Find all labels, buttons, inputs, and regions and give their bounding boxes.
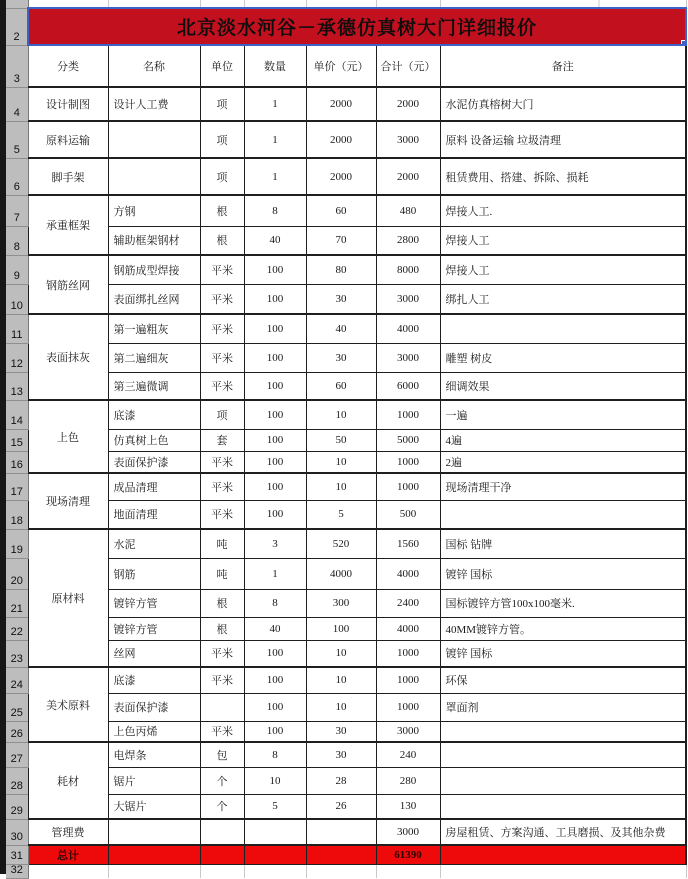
cell-note-r5[interactable]: 原料 设备运输 垃圾清理 <box>440 121 686 158</box>
cell-price-r23[interactable]: 10 <box>306 640 376 667</box>
cell-price-r16[interactable]: 10 <box>306 451 376 473</box>
cell-unit-r11[interactable]: 平米 <box>200 314 244 343</box>
cell-price-r29[interactable]: 26 <box>306 794 376 819</box>
table-row-31 <box>6 845 686 864</box>
table-row-26 <box>6 721 686 742</box>
cell-note-r32 <box>440 864 686 878</box>
cell-total-r5[interactable]: 3000 <box>376 121 440 158</box>
cell-price-r27[interactable]: 30 <box>306 742 376 767</box>
cell-name-r9[interactable]: 钢筋成型焊接 <box>108 255 200 284</box>
cell-note-r24[interactable]: 环保 <box>440 667 686 693</box>
cell-total-r20[interactable]: 4000 <box>376 558 440 589</box>
cell-name-r32 <box>108 864 200 878</box>
row-header-16[interactable]: 16 <box>6 451 28 473</box>
cell-qty-r18[interactable]: 100 <box>244 500 306 529</box>
cell-price-r9[interactable]: 80 <box>306 255 376 284</box>
cell-total-r15[interactable]: 5000 <box>376 429 440 451</box>
row-header-9[interactable]: 9 <box>6 255 28 284</box>
cell-unit-r15[interactable]: 套 <box>200 429 244 451</box>
cell-unit-r22[interactable]: 根 <box>200 617 244 640</box>
table-row-5 <box>6 121 686 158</box>
cell-price-r17[interactable]: 10 <box>306 473 376 500</box>
cell-unit-r23[interactable]: 平米 <box>200 640 244 667</box>
cell-unit-r5[interactable]: 项 <box>200 121 244 158</box>
cell-total-r12[interactable]: 3000 <box>376 343 440 372</box>
cell-total-r16[interactable]: 1000 <box>376 451 440 473</box>
cell-unit-r27[interactable]: 包 <box>200 742 244 767</box>
cell-total-r21[interactable]: 2400 <box>376 589 440 617</box>
cell-qty-r5[interactable]: 1 <box>244 121 306 158</box>
cell-qty-r14[interactable]: 100 <box>244 400 306 429</box>
cell-price-r21[interactable]: 300 <box>306 589 376 617</box>
cell-qty-r27[interactable]: 8 <box>244 742 306 767</box>
cell-total-r25[interactable]: 1000 <box>376 693 440 721</box>
table-row-17 <box>6 473 686 500</box>
cell-qty-r17[interactable]: 100 <box>244 473 306 500</box>
row-header-3[interactable]: 3 <box>6 45 28 87</box>
cell-price-r13[interactable]: 60 <box>306 372 376 400</box>
cell-qty-r16[interactable]: 100 <box>244 451 306 473</box>
table-row-9 <box>6 255 686 284</box>
cell-name-r13[interactable]: 第三遍微调 <box>108 372 200 400</box>
row-header-29[interactable]: 29 <box>6 794 28 819</box>
cell-unit-r30[interactable] <box>200 819 244 845</box>
cell-unit-r26[interactable]: 平米 <box>200 721 244 742</box>
cell-qty-r6[interactable]: 1 <box>244 158 306 195</box>
cell-total-r27[interactable]: 240 <box>376 742 440 767</box>
cell-total-r23[interactable]: 1000 <box>376 640 440 667</box>
cell-name-r6[interactable] <box>108 158 200 195</box>
cell-unit-r7[interactable]: 根 <box>200 195 244 226</box>
cell-qty-r23[interactable]: 100 <box>244 640 306 667</box>
table-row-6 <box>6 158 686 195</box>
row-header-25[interactable]: 25 <box>6 693 28 721</box>
table-row-8 <box>6 226 686 255</box>
cell-sliver <box>376 0 440 8</box>
cell-unit-r14[interactable]: 项 <box>200 400 244 429</box>
row-header-23[interactable]: 23 <box>6 640 28 667</box>
row-header-19[interactable]: 19 <box>6 529 28 558</box>
row-header-13[interactable]: 13 <box>6 372 28 400</box>
cell-unit-r10[interactable]: 平米 <box>200 284 244 314</box>
cell-note-r11[interactable] <box>440 314 686 343</box>
table-row-11 <box>6 314 686 343</box>
cell-name-r5[interactable] <box>108 121 200 158</box>
quotation-table <box>6 0 687 879</box>
table-row-4 <box>6 87 686 121</box>
cell-price-r31[interactable] <box>306 845 376 864</box>
row-header-27[interactable]: 27 <box>6 742 28 767</box>
cell-name-r29[interactable]: 大锯片 <box>108 794 200 819</box>
cell-note-r18[interactable] <box>440 500 686 529</box>
cell-category-r14[interactable]: 上色 <box>28 400 108 473</box>
cell-note-r8[interactable]: 焊接人工 <box>440 226 686 255</box>
table-row-24 <box>6 667 686 693</box>
row-header-5[interactable]: 5 <box>6 121 28 158</box>
cell-qty-r29[interactable]: 5 <box>244 794 306 819</box>
selection-fill-handle[interactable] <box>681 40 686 45</box>
cell-unit-r28[interactable]: 个 <box>200 767 244 794</box>
cell-unit-r19[interactable]: 吨 <box>200 529 244 558</box>
cell-unit-r8[interactable]: 根 <box>200 226 244 255</box>
cell-sliver <box>200 0 244 8</box>
cell-name-r24[interactable]: 底漆 <box>108 667 200 693</box>
row-header-1-partial <box>6 0 28 8</box>
cell-note-r13[interactable]: 细调效果 <box>440 372 686 400</box>
cell-name-r4[interactable]: 设计人工费 <box>108 87 200 121</box>
cell-price-r14[interactable]: 10 <box>306 400 376 429</box>
cell-name-r17[interactable]: 成品清理 <box>108 473 200 500</box>
cell-name-r7[interactable]: 方钢 <box>108 195 200 226</box>
cell-note-r12[interactable]: 雕塑 树皮 <box>440 343 686 372</box>
cell-total-r26[interactable]: 3000 <box>376 721 440 742</box>
cell-total-r32 <box>376 864 440 878</box>
cell-sliver <box>108 0 200 8</box>
row-header-31[interactable]: 31 <box>6 845 28 864</box>
cell-category-r31[interactable]: 总计 <box>28 845 108 864</box>
cell-unit-r9[interactable]: 平米 <box>200 255 244 284</box>
title-row <box>6 8 686 45</box>
cell-category-r27[interactable]: 耗材 <box>28 742 108 819</box>
row-header-2[interactable]: 2 <box>6 8 28 45</box>
cell-name-r22[interactable]: 镀锌方管 <box>108 617 200 640</box>
table-row-21 <box>6 589 686 617</box>
cell-qty-r28[interactable]: 10 <box>244 767 306 794</box>
cell-category-r17[interactable]: 现场清理 <box>28 473 108 529</box>
cell-note-r19[interactable]: 国标 钻牌 <box>440 529 686 558</box>
row-header-12[interactable]: 12 <box>6 343 28 372</box>
cell-note-r14[interactable]: 一遍 <box>440 400 686 429</box>
cell-unit-r25[interactable] <box>200 693 244 721</box>
cell-total-r14[interactable]: 1000 <box>376 400 440 429</box>
cell-qty-r19[interactable]: 3 <box>244 529 306 558</box>
cell-price-r24[interactable]: 10 <box>306 667 376 693</box>
cell-note-r30[interactable]: 房屋租赁、方案沟通、工具磨损、及其他杂费 <box>440 819 686 845</box>
row1-sliver <box>6 0 686 8</box>
row-header-18[interactable]: 18 <box>6 500 28 529</box>
cell-note-r4[interactable]: 水泥仿真榕树大门 <box>440 87 686 121</box>
cell-unit-r18[interactable]: 平米 <box>200 500 244 529</box>
row-header-22[interactable]: 22 <box>6 617 28 640</box>
table-row-22 <box>6 617 686 640</box>
cell-total-r17[interactable]: 1000 <box>376 473 440 500</box>
cell-name-r26[interactable]: 上色丙烯 <box>108 721 200 742</box>
cell-total-r29[interactable]: 130 <box>376 794 440 819</box>
cell-total-r22[interactable]: 4000 <box>376 617 440 640</box>
row-header-4[interactable]: 4 <box>6 87 28 121</box>
table-row-10 <box>6 284 686 314</box>
cell-name-r21[interactable]: 镀锌方管 <box>108 589 200 617</box>
row-header-10[interactable]: 10 <box>6 284 28 314</box>
cell-total-r6[interactable]: 2000 <box>376 158 440 195</box>
row-header-6[interactable]: 6 <box>6 158 28 195</box>
cell-qty-r26[interactable]: 100 <box>244 721 306 742</box>
cell-price-r22[interactable]: 100 <box>306 617 376 640</box>
cell-unit-r6[interactable]: 项 <box>200 158 244 195</box>
table-row-12 <box>6 343 686 372</box>
cell-price-r4[interactable]: 2000 <box>306 87 376 121</box>
cell-category-r19[interactable]: 原材料 <box>28 529 108 667</box>
cell-note-r6[interactable]: 租赁费用、搭建、拆除、损耗 <box>440 158 686 195</box>
table-row-18 <box>6 500 686 529</box>
table-row-30 <box>6 819 686 845</box>
cell-sliver <box>28 0 108 8</box>
cell-category-r9[interactable]: 钢筋丝网 <box>28 255 108 314</box>
cell-price-r32 <box>306 864 376 878</box>
title-cell[interactable]: 北京淡水河谷－承德仿真树大门详细报价 <box>28 8 686 45</box>
col-header-unit[interactable]: 单位 <box>200 45 244 87</box>
cell-unit-r20[interactable]: 吨 <box>200 558 244 589</box>
cell-sliver <box>306 0 376 8</box>
cell-qty-r22[interactable]: 40 <box>244 617 306 640</box>
cell-price-r11[interactable]: 40 <box>306 314 376 343</box>
cell-note-r21[interactable]: 国标镀锌方管100x100毫米. <box>440 589 686 617</box>
row-header-32[interactable]: 32 <box>6 864 28 878</box>
cell-category-r7[interactable]: 承重框架 <box>28 195 108 255</box>
cell-name-r23[interactable]: 丝网 <box>108 640 200 667</box>
cell-category-r4[interactable]: 设计制图 <box>28 87 108 121</box>
table-row-29 <box>6 794 686 819</box>
table-row-20 <box>6 558 686 589</box>
cell-total-r18[interactable]: 500 <box>376 500 440 529</box>
cell-price-r26[interactable]: 30 <box>306 721 376 742</box>
cell-qty-r10[interactable]: 100 <box>244 284 306 314</box>
cell-qty-r20[interactable]: 1 <box>244 558 306 589</box>
column-header-row <box>6 45 686 87</box>
col-header-unit-price[interactable]: 单价（元） <box>306 45 376 87</box>
cell-name-r10[interactable]: 表面绑扎丝网 <box>108 284 200 314</box>
row-header-15[interactable]: 15 <box>6 429 28 451</box>
cell-note-r22[interactable]: 40MM镀锌方管。 <box>440 617 686 640</box>
cell-qty-r24[interactable]: 100 <box>244 667 306 693</box>
table-row-25 <box>6 693 686 721</box>
cell-category-r24[interactable]: 美术原料 <box>28 667 108 742</box>
cell-note-r27[interactable] <box>440 742 686 767</box>
col-header-name[interactable]: 名称 <box>108 45 200 87</box>
cell-total-r8[interactable]: 2800 <box>376 226 440 255</box>
cell-note-r15[interactable]: 4遍 <box>440 429 686 451</box>
cell-price-r30[interactable] <box>306 819 376 845</box>
cell-total-r31[interactable]: 61390 <box>376 845 440 864</box>
cell-unit-r32 <box>200 864 244 878</box>
cell-category-r5[interactable]: 原料运输 <box>28 121 108 158</box>
cell-name-r28[interactable]: 锯片 <box>108 767 200 794</box>
cell-price-r25[interactable]: 10 <box>306 693 376 721</box>
table-row-15 <box>6 429 686 451</box>
col-header-total[interactable]: 合计（元） <box>376 45 440 87</box>
cell-qty-r9[interactable]: 100 <box>244 255 306 284</box>
cell-unit-r12[interactable]: 平米 <box>200 343 244 372</box>
table-row-28 <box>6 767 686 794</box>
cell-unit-r16[interactable]: 平米 <box>200 451 244 473</box>
cell-price-r8[interactable]: 70 <box>306 226 376 255</box>
cell-qty-r15[interactable]: 100 <box>244 429 306 451</box>
cell-name-r30[interactable] <box>108 819 200 845</box>
cell-unit-r17[interactable]: 平米 <box>200 473 244 500</box>
cell-note-r31[interactable] <box>440 845 686 864</box>
cell-price-r19[interactable]: 520 <box>306 529 376 558</box>
cell-qty-r31[interactable] <box>244 845 306 864</box>
cell-qty-r30[interactable] <box>244 819 306 845</box>
cell-unit-r31[interactable] <box>200 845 244 864</box>
table-row-23 <box>6 640 686 667</box>
cell-name-r31[interactable] <box>108 845 200 864</box>
cell-note-r17[interactable]: 现场清理干净 <box>440 473 686 500</box>
cell-price-r18[interactable]: 5 <box>306 500 376 529</box>
cell-name-r19[interactable]: 水泥 <box>108 529 200 558</box>
cell-note-r10[interactable]: 绑扎人工 <box>440 284 686 314</box>
cell-category-r11[interactable]: 表面抹灰 <box>28 314 108 400</box>
row-header-28[interactable]: 28 <box>6 767 28 794</box>
cell-qty-r8[interactable]: 40 <box>244 226 306 255</box>
cell-price-r28[interactable]: 28 <box>306 767 376 794</box>
row-header-7[interactable]: 7 <box>6 195 28 226</box>
cell-name-r11[interactable]: 第一遍粗灰 <box>108 314 200 343</box>
row-header-14[interactable]: 14 <box>6 400 28 429</box>
row-header-21[interactable]: 21 <box>6 589 28 617</box>
cell-sliver <box>440 0 686 8</box>
cell-price-r20[interactable]: 4000 <box>306 558 376 589</box>
row-header-30[interactable]: 30 <box>6 819 28 845</box>
cell-price-r12[interactable]: 30 <box>306 343 376 372</box>
table-row-7 <box>6 195 686 226</box>
cell-total-r24[interactable]: 1000 <box>376 667 440 693</box>
cell-qty-r12[interactable]: 100 <box>244 343 306 372</box>
cell-total-r7[interactable]: 480 <box>376 195 440 226</box>
cell-qty-r7[interactable]: 8 <box>244 195 306 226</box>
cell-note-r20[interactable]: 镀锌 国标 <box>440 558 686 589</box>
cell-price-r7[interactable]: 60 <box>306 195 376 226</box>
cell-unit-r4[interactable]: 项 <box>200 87 244 121</box>
cell-price-r6[interactable]: 2000 <box>306 158 376 195</box>
cell-name-r25[interactable]: 表面保护漆 <box>108 693 200 721</box>
cell-total-r9[interactable]: 8000 <box>376 255 440 284</box>
cell-qty-r32 <box>244 864 306 878</box>
cell-name-r14[interactable]: 底漆 <box>108 400 200 429</box>
col-header-category[interactable]: 分类 <box>28 45 108 87</box>
cell-total-r30[interactable]: 3000 <box>376 819 440 845</box>
cell-qty-r4[interactable]: 1 <box>244 87 306 121</box>
row-header-24[interactable]: 24 <box>6 667 28 693</box>
cell-note-r7[interactable]: 焊接人工. <box>440 195 686 226</box>
table-row-14 <box>6 400 686 429</box>
cell-price-r10[interactable]: 30 <box>306 284 376 314</box>
col-header-quantity[interactable]: 数量 <box>244 45 306 87</box>
row-header-20[interactable]: 20 <box>6 558 28 589</box>
cell-price-r15[interactable]: 50 <box>306 429 376 451</box>
cell-category-r30[interactable]: 管理费 <box>28 819 108 845</box>
row-header-8[interactable]: 8 <box>6 226 28 255</box>
col-header-notes[interactable]: 备注 <box>440 45 686 87</box>
cell-note-r29[interactable] <box>440 794 686 819</box>
cell-name-r12[interactable]: 第二遍细灰 <box>108 343 200 372</box>
table-row-19 <box>6 529 686 558</box>
cell-total-r13[interactable]: 6000 <box>376 372 440 400</box>
cell-unit-r29[interactable]: 个 <box>200 794 244 819</box>
table-row-27 <box>6 742 686 767</box>
cell-name-r16[interactable]: 表面保护漆 <box>108 451 200 473</box>
spreadsheet-area <box>6 0 687 879</box>
cell-note-r9[interactable]: 焊接人工 <box>440 255 686 284</box>
cell-unit-r21[interactable]: 根 <box>200 589 244 617</box>
cell-qty-r11[interactable]: 100 <box>244 314 306 343</box>
cell-unit-r24[interactable]: 平米 <box>200 667 244 693</box>
cell-total-r10[interactable]: 3000 <box>376 284 440 314</box>
cell-note-r28[interactable] <box>440 767 686 794</box>
cell-name-r27[interactable]: 电焊条 <box>108 742 200 767</box>
cell-sliver <box>244 0 306 8</box>
cell-note-r16[interactable]: 2遍 <box>440 451 686 473</box>
cell-category-r6[interactable]: 脚手架 <box>28 158 108 195</box>
cell-name-r15[interactable]: 仿真树上色 <box>108 429 200 451</box>
cell-total-r11[interactable]: 4000 <box>376 314 440 343</box>
cell-total-r19[interactable]: 1560 <box>376 529 440 558</box>
cell-note-r26[interactable] <box>440 721 686 742</box>
table-row-13 <box>6 372 686 400</box>
cell-qty-r21[interactable]: 8 <box>244 589 306 617</box>
cell-note-r25[interactable]: 罩面剂 <box>440 693 686 721</box>
cell-name-r18[interactable]: 地面清理 <box>108 500 200 529</box>
cell-unit-r13[interactable]: 平米 <box>200 372 244 400</box>
cell-qty-r25[interactable]: 100 <box>244 693 306 721</box>
cell-total-r4[interactable]: 2000 <box>376 87 440 121</box>
row-header-11[interactable]: 11 <box>6 314 28 343</box>
cell-name-r8[interactable]: 辅助框架钢材 <box>108 226 200 255</box>
row-header-17[interactable]: 17 <box>6 473 28 500</box>
cell-name-r20[interactable]: 钢筋 <box>108 558 200 589</box>
cell-category-r32[interactable] <box>28 864 108 878</box>
cell-qty-r13[interactable]: 100 <box>244 372 306 400</box>
table-row-32 <box>6 864 686 878</box>
row-header-26[interactable]: 26 <box>6 721 28 742</box>
table-row-16 <box>6 451 686 473</box>
cell-note-r23[interactable]: 镀锌 国标 <box>440 640 686 667</box>
cell-total-r28[interactable]: 280 <box>376 767 440 794</box>
cell-price-r5[interactable]: 2000 <box>306 121 376 158</box>
